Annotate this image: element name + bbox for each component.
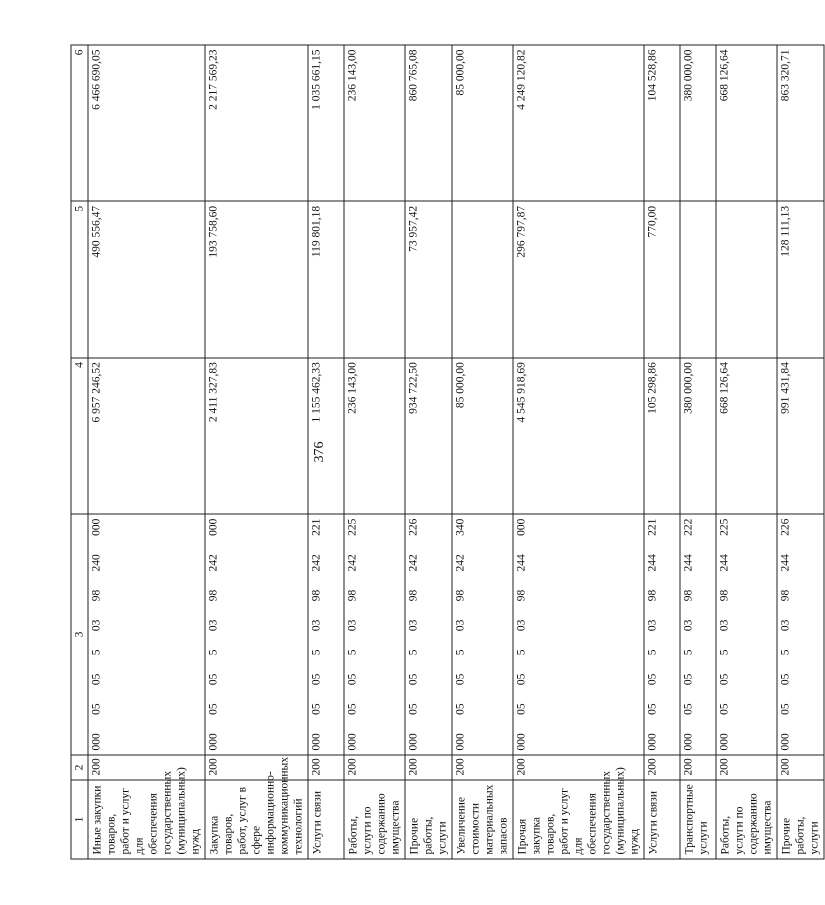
classification-code: 000: [515, 518, 528, 536]
row-name-cell: Транспортные услуги: [680, 780, 716, 859]
classification-code: 05: [515, 703, 528, 715]
classification-code: 05: [207, 703, 220, 715]
classification-code: 5: [346, 649, 359, 656]
classification-code: 5: [310, 649, 323, 656]
classification-code: 05: [90, 703, 103, 715]
row-remaining-amount-cell: 236 143,00: [344, 45, 405, 201]
classification-code: 03: [779, 619, 792, 632]
row-name-cell: Услуги связи: [308, 780, 344, 859]
classification-code: 000: [454, 733, 467, 751]
classification-code: 05: [454, 703, 467, 715]
row-approved-amount-cell: 380 000,00: [680, 358, 716, 514]
row-name-cell: Прочие работы, услуги: [405, 780, 452, 859]
table-row: [308, 45, 344, 859]
classification-code: 5: [682, 649, 695, 656]
row-approved-amount-cell: 236 143,00: [344, 358, 405, 514]
row-code-cell: 200: [452, 755, 513, 780]
classification-code: 226: [779, 518, 792, 536]
classification-code: 05: [407, 673, 420, 686]
classification-code: 221: [310, 518, 323, 536]
classification-code: 5: [407, 649, 420, 656]
rotated-report-table: [71, 45, 821, 860]
classification-code: 244: [718, 554, 731, 572]
row-name-cell: Прочие работы, услуги: [777, 780, 824, 859]
row-code-cell: 200: [88, 755, 205, 780]
classification-code: 000: [310, 733, 323, 751]
row-classification-codes-cell: [344, 514, 405, 755]
row-classification-codes-cell: [405, 514, 452, 755]
row-name-cell: Увеличение стоимости материальных запасов: [452, 780, 513, 859]
classification-code: 05: [779, 673, 792, 686]
classification-code: 03: [718, 619, 731, 632]
classification-code: 5: [207, 649, 220, 656]
classification-code: 05: [90, 673, 103, 686]
row-remaining-amount-cell: 380 000,00: [680, 45, 716, 201]
classification-code: 5: [718, 649, 731, 656]
classification-code: 03: [310, 619, 323, 632]
classification-code: 05: [454, 673, 467, 686]
classification-code: 05: [310, 673, 323, 686]
table-row: [513, 45, 644, 859]
row-remaining-amount-cell: 2 217 569,23: [205, 45, 308, 201]
column-header-3: 3: [71, 514, 88, 755]
row-approved-amount-cell: 2 411 327,83: [205, 358, 308, 514]
row-remaining-amount-cell: 6 466 690,05: [88, 45, 205, 201]
row-remaining-amount-cell: 668 126,64: [716, 45, 777, 201]
row-name-cell: Работы, услуги по содержанию имущества: [344, 780, 405, 859]
classification-code: 05: [718, 703, 731, 715]
classification-code: 225: [346, 518, 359, 536]
classification-code: 000: [407, 733, 420, 751]
column-header-4: 4: [71, 358, 88, 514]
classification-code: 000: [90, 733, 103, 751]
row-classification-codes-cell: [308, 514, 344, 755]
row-executed-amount-cell: [680, 201, 716, 357]
row-classification-codes-cell: [452, 514, 513, 755]
row-executed-amount-cell: [344, 201, 405, 357]
column-header-2: 2: [71, 755, 88, 780]
classification-code: 98: [310, 589, 323, 602]
row-executed-amount-cell: [716, 201, 777, 357]
classification-code: 244: [646, 554, 659, 572]
classification-code: 5: [515, 649, 528, 656]
row-classification-codes-cell: [716, 514, 777, 755]
classification-code: 5: [454, 649, 467, 656]
table-row: [88, 45, 205, 859]
classification-code: 5: [90, 649, 103, 656]
classification-code: 240: [90, 554, 103, 572]
classification-code: 000: [90, 518, 103, 536]
row-remaining-amount-cell: 863 320,71: [777, 45, 824, 201]
row-executed-amount-cell: 770,00: [644, 201, 680, 357]
classification-code: 221: [646, 518, 659, 536]
classification-code: 98: [454, 589, 467, 602]
row-executed-amount-cell: 193 758,60: [205, 201, 308, 357]
classification-code: 05: [407, 703, 420, 715]
classification-code: 000: [515, 733, 528, 751]
classification-code: 05: [207, 673, 220, 686]
row-remaining-amount-cell: 104 528,86: [644, 45, 680, 201]
row-remaining-amount-cell: 85 000,00: [452, 45, 513, 201]
classification-code: 242: [346, 554, 359, 572]
table-row: [344, 45, 405, 859]
classification-code: 03: [454, 619, 467, 632]
classification-code: 98: [718, 589, 731, 602]
table-row: [680, 45, 716, 859]
classification-code: 000: [207, 518, 220, 536]
classification-code: 000: [779, 733, 792, 751]
row-approved-amount-cell: 6 957 246,52: [88, 358, 205, 514]
row-classification-codes-cell: [777, 514, 824, 755]
classification-code: 98: [515, 589, 528, 602]
classification-code: 05: [310, 703, 323, 715]
row-remaining-amount-cell: 4 249 120,82: [513, 45, 644, 201]
column-number-header-row: [71, 45, 88, 859]
classification-code: 244: [779, 554, 792, 572]
row-code-cell: 200: [513, 755, 644, 780]
classification-code: 242: [207, 554, 220, 572]
classification-code: 242: [310, 554, 323, 572]
classification-code: 03: [682, 619, 695, 632]
row-executed-amount-cell: 296 797,87: [513, 201, 644, 357]
classification-code: 03: [515, 619, 528, 632]
classification-code: 5: [779, 649, 792, 656]
row-executed-amount-cell: 490 556,47: [88, 201, 205, 357]
classification-code: 225: [718, 518, 731, 536]
classification-code: 98: [346, 589, 359, 602]
row-code-cell: 200: [308, 755, 344, 780]
row-executed-amount-cell: [452, 201, 513, 357]
table-row: [205, 45, 308, 859]
row-name-cell: Работы, услуги по содержанию имущества: [716, 780, 777, 859]
classification-code: 03: [90, 619, 103, 632]
classification-code: 05: [779, 703, 792, 715]
classification-code: 98: [407, 589, 420, 602]
column-header-1: 1: [71, 780, 88, 859]
budget-execution-table: [71, 45, 825, 860]
row-classification-codes-cell: [205, 514, 308, 755]
classification-code: 98: [90, 589, 103, 602]
table-row: [405, 45, 452, 859]
classification-code: 244: [515, 554, 528, 572]
row-executed-amount-cell: 128 111,13: [777, 201, 824, 357]
classification-code: 05: [646, 673, 659, 686]
classification-code: 000: [718, 733, 731, 751]
row-remaining-amount-cell: 1 035 661,15: [308, 45, 344, 201]
column-header-5: 5: [71, 201, 88, 357]
row-classification-codes-cell: [644, 514, 680, 755]
row-name-cell: Закупка товаров, работ, услуг в сфере информационно-коммуникационных технологий: [205, 780, 308, 859]
classification-code: 5: [646, 649, 659, 656]
classification-code: 05: [346, 673, 359, 686]
table-row: [452, 45, 513, 859]
row-approved-amount-cell: 4 545 918,69: [513, 358, 644, 514]
row-classification-codes-cell: [88, 514, 205, 755]
classification-code: 05: [682, 673, 695, 686]
classification-code: 98: [779, 589, 792, 602]
table-row: [716, 45, 777, 859]
classification-code: 03: [207, 619, 220, 632]
row-code-cell: 200: [777, 755, 824, 780]
classification-code: 98: [682, 589, 695, 602]
classification-code: 244: [682, 554, 695, 572]
row-code-cell: 200: [205, 755, 308, 780]
classification-code: 03: [646, 619, 659, 632]
row-approved-amount-cell: 85 000,00: [452, 358, 513, 514]
row-name-cell: Услуги связи: [644, 780, 680, 859]
classification-code: 05: [346, 703, 359, 715]
classification-code: 98: [207, 589, 220, 602]
classification-code: 98: [646, 589, 659, 602]
row-approved-amount-cell: 1 155 462,33: [308, 358, 344, 514]
classification-code: 000: [346, 733, 359, 751]
table-row: [644, 45, 680, 859]
classification-code: 05: [718, 673, 731, 686]
row-approved-amount-cell: 668 126,64: [716, 358, 777, 514]
row-code-cell: 200: [680, 755, 716, 780]
classification-code: 03: [407, 619, 420, 632]
classification-code: 340: [454, 518, 467, 536]
classification-code: 05: [646, 703, 659, 715]
row-remaining-amount-cell: 860 765,08: [405, 45, 452, 201]
row-approved-amount-cell: 934 722,50: [405, 358, 452, 514]
classification-code: 03: [346, 619, 359, 632]
classification-code: 05: [682, 703, 695, 715]
row-classification-codes-cell: [680, 514, 716, 755]
table-row: [777, 45, 824, 859]
classification-code: 000: [207, 733, 220, 751]
classification-code: 242: [407, 554, 420, 572]
classification-code: 242: [454, 554, 467, 572]
row-approved-amount-cell: 105 298,86: [644, 358, 680, 514]
classification-code: 222: [682, 518, 695, 536]
row-name-cell: Иные закупки товаров, работ и услуг для обеспечения государственных (муниципальных) нужд: [88, 780, 205, 859]
row-name-cell: Прочая закупка товаров, работ и услуг для обеспечения государственных (муниципальных) нужд: [513, 780, 644, 859]
classification-code: 226: [407, 518, 420, 536]
row-code-cell: 200: [716, 755, 777, 780]
column-header-6: 6: [71, 45, 88, 201]
row-code-cell: 200: [644, 755, 680, 780]
row-executed-amount-cell: 73 957,42: [405, 201, 452, 357]
row-code-cell: 200: [405, 755, 452, 780]
classification-code: 000: [682, 733, 695, 751]
row-code-cell: 200: [344, 755, 405, 780]
classification-code: 05: [515, 673, 528, 686]
page-number: 376: [312, 441, 327, 463]
row-approved-amount-cell: 991 431,84: [777, 358, 824, 514]
classification-code: 000: [646, 733, 659, 751]
row-executed-amount-cell: 119 801,18: [308, 201, 344, 357]
row-classification-codes-cell: [513, 514, 644, 755]
